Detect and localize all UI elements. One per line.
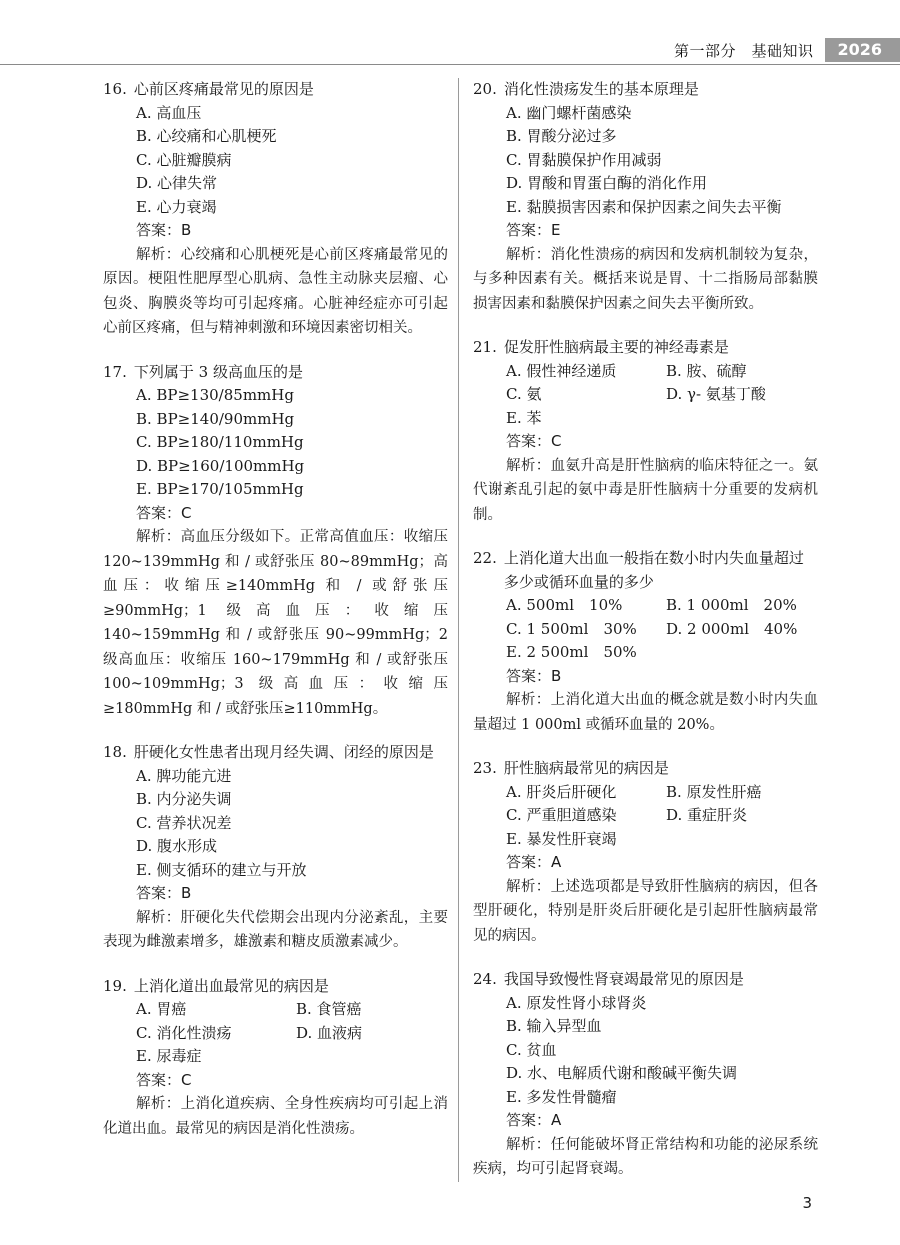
answer-option: D. 腹水形成 [136,837,218,855]
explanation-text: 上述选项都是导致肝性脑病的病因，但各型肝硬化，特别是肝炎后肝硬化是引起肝性脑病最常见的病因。 [473,878,818,944]
explanation-text: 心绞痛和心肌梗死是心前区疼痛最常见的原因。梗阻性肥厚型心肌病、急性主动脉夹层瘤、心包炎、胸膜炎等均可引起疼痛。心脏神经症亦可引起心前区疼痛，但与精神刺激和环境因素密切相关。 [103,246,448,336]
answer-option: B. 食管癌 [296,1000,362,1018]
column-divider [458,78,459,1182]
explanation-label: 解析： [506,1136,551,1153]
answer-option: E. 暴发性肝衰竭 [506,829,617,848]
answer-line [473,219,818,243]
answer-line [103,502,448,526]
explanation [473,688,818,737]
answer-option: A. 500ml 10% [506,596,623,614]
answer-line [103,219,448,243]
question-item [473,336,818,527]
answer-option: E. 苯 [506,408,542,427]
answer-value: C [181,503,192,522]
answer-option: C. 心脏瓣膜病 [136,150,232,169]
answer-option: D. 重症肝炎 [666,806,748,824]
answer-line [473,430,818,454]
answer-value: C [551,432,562,450]
answer-option: E. 多发性骨髓瘤 [506,1087,617,1106]
question-number: 16. [103,80,127,98]
answer-option: B. 胺、硫醇 [666,361,747,380]
answer-option: C. BP≥180/110mmHg [136,433,304,451]
answer-option: E. 2 500ml 50% [506,643,637,661]
answer-option: B. 内分泌失调 [136,790,232,808]
question-item [473,757,818,948]
question-item [103,975,448,1142]
section-title: 第一部分 基础知识 [673,41,814,60]
answer-label: 答案： [136,1070,182,1089]
question-item [103,741,448,955]
explanation-label: 解析： [136,1096,181,1112]
answer-label: 答案： [136,221,182,239]
explanation [103,525,448,721]
answer-option: E. BP≥170/105mmHg [136,480,304,498]
option-row [473,641,818,665]
option-row [473,594,818,618]
answer-option: D. 2 000ml 40% [666,619,798,638]
answer-option: B. 胃酸分泌过多 [506,127,617,145]
answer-option: A. 幽门螺杆菌感染 [506,103,632,122]
question-number: 21. [473,338,497,356]
answer-option: C. 营养状况差 [136,813,232,832]
question-item [103,361,448,722]
answer-option: C. 严重胆道感染 [506,806,617,824]
page-header [674,38,900,62]
answer-label: 答案： [506,1111,552,1129]
question-stem [473,78,818,102]
answer-option: C. 1 500ml 30% [506,619,637,638]
header-rule [0,64,900,65]
question-stem [473,757,818,781]
question-text: 下列属于 3 级高血压的是 [133,362,303,381]
answer-value: B [181,221,192,239]
explanation [473,1133,818,1182]
question-text: 肝硬化女性患者出现月经失调、闭经的原因是 [133,743,434,761]
question-item [473,547,818,737]
left-column [103,78,448,1161]
answer-option: B. 1 000ml 20% [666,596,797,614]
question-number: 17. [103,362,127,381]
answer-option: D. 血液病 [296,1023,363,1042]
question-stem [103,741,448,765]
question-text: 促发肝性脑病最主要的神经毒素是 [503,338,729,356]
year-badge: 2026 [825,38,900,62]
answer-value: A [551,853,562,871]
option-row [473,383,818,407]
option-row [473,781,818,805]
explanation-label: 解析： [506,457,551,474]
question-stem [473,547,818,594]
answer-option: A. 假性神经递质 [506,361,617,380]
answer-label: 答案： [136,503,182,522]
answer-label: 答案： [506,221,552,239]
explanation-text: 消化性溃疡的病因和发病机制较为复杂，与多种因素有关。概括来说是胃、十二指肠局部黏膜损害因素和黏膜保护因素之间失去平衡所致。 [473,246,818,312]
explanation [103,1092,448,1141]
question-text: 我国导致慢性肾衰竭最常见的原因是 [503,970,744,988]
answer-option: A. BP≥130/85mmHg [136,386,294,404]
question-number: 20. [473,80,497,98]
question-item [103,78,448,341]
explanation-text: 任何能破坏肾正常结构和功能的泌尿系统疾病，均可引起肾衰竭。 [473,1136,818,1177]
option-row [473,804,818,828]
explanation-text: 高血压分级如下。正常高值血压：收缩压 120~139mmHg 和 / 或舒张压 80~89mmHg；高血压：收缩压≥140mmHg 和 / 或舒张压≥90mmHg；1 级高血压：收缩压 140~159mmHg 和 / 或舒张压 90~99mmHg；2 级高血压：收缩压 160~179mmHg 和 / 或舒张压 100~109mmHg；3 级高血压：收缩压≥180mmHg 和 / 或舒张压≥110mmHg。 [103,529,448,717]
answer-label: 答案： [506,666,552,685]
question-number: 22. [473,549,497,567]
question-text: 肝性脑病最常见的病因是 [503,759,669,777]
answer-label: 答案： [136,884,182,902]
explanation [473,243,818,317]
option-row [473,618,818,642]
explanation-text: 上消化道疾病、全身性疾病均可引起上消化道出血。最常见的病因是消化性溃疡。 [103,1096,448,1137]
question-text: 心前区疼痛最常见的原因是 [133,80,314,98]
answer-option: E. 尿毒症 [136,1047,202,1065]
option-row [473,407,818,431]
question-number: 24. [473,970,497,988]
answer-option: A. 高血压 [136,103,202,122]
answer-option: C. 消化性溃疡 [136,1023,232,1042]
explanation [103,243,448,341]
option-row [103,998,448,1022]
explanation-text: 上消化道大出血的概念就是数小时内失血量超过 1 000ml 或循环血量的 20%。 [473,692,818,733]
answer-value: E [551,221,561,239]
explanation-label: 解析： [136,909,181,926]
explanation-label: 解析： [506,246,551,263]
option-row [473,828,818,852]
question-text: 上消化道出血最常见的病因是 [133,976,329,995]
explanation-label: 解析： [136,529,181,545]
answer-option: B. BP≥140/90mmHg [136,409,295,428]
question-number: 19. [103,976,127,995]
option-row [473,360,818,384]
explanation-label: 解析： [506,692,551,708]
right-column [473,78,818,1202]
explanation [103,906,448,955]
answer-line [473,1109,818,1133]
question-stem [103,975,448,999]
answer-option: D. 胃酸和胃蛋白酶的消化作用 [506,174,708,192]
answer-option: A. 胃癌 [136,1000,187,1018]
answer-option: A. 肝炎后肝硬化 [506,782,617,801]
question-stem [103,78,448,102]
explanation-label: 解析： [136,246,181,263]
answer-option: B. 输入异型血 [506,1017,602,1035]
question-item [473,78,818,316]
explanation-label: 解析： [506,878,551,895]
answer-option: D. BP≥160/100mmHg [136,456,305,475]
question-item [473,968,818,1182]
answer-option: B. 心绞痛和心肌梗死 [136,127,277,145]
answer-option: A. 原发性肾小球肾炎 [506,993,647,1012]
page-number: 3 [802,1194,812,1212]
answer-line [103,882,448,906]
answer-value: B [181,884,192,902]
question-stem [473,336,818,360]
question-stem [103,361,448,385]
answer-option: D. γ- 氨基丁酸 [666,385,766,403]
option-row [103,1045,448,1069]
answer-line [473,665,818,689]
option-row [103,1022,448,1046]
explanation-text: 血氨升高是肝性脑病的临床特征之一。氨代谢紊乱引起的氨中毒是肝性脑病十分重要的发病机制。 [473,457,818,523]
answer-option: E. 心力衰竭 [136,197,217,216]
answer-option: E. 侧支循环的建立与开放 [136,860,307,879]
answer-option: A. 脾功能亢进 [136,766,232,785]
answer-option: D. 水、电解质代谢和酸碱平衡失调 [506,1064,738,1082]
answer-line [103,1069,448,1093]
answer-value: B [551,666,562,685]
question-text: 上消化道大出血一般指在数小时内失血量超过多少或循环血量的多少 [503,549,804,591]
question-number: 23. [473,759,497,777]
answer-option: C. 贫血 [506,1040,557,1059]
answer-option: B. 原发性肝癌 [666,782,762,801]
question-stem [473,968,818,992]
answer-label: 答案： [506,432,552,450]
explanation-text: 肝硬化失代偿期会出现内分泌紊乱，主要表现为雌激素增多，雄激素和糖皮质激素减少。 [103,909,448,950]
question-number: 18. [103,743,127,761]
question-text: 消化性溃疡发生的基本原理是 [503,80,699,98]
explanation [473,454,818,528]
explanation [473,875,818,949]
answer-option: D. 心律失常 [136,174,218,192]
answer-line [473,851,818,875]
answer-option: E. 黏膜损害因素和保护因素之间失去平衡 [506,197,782,216]
answer-option: C. 氨 [506,385,542,403]
answer-label: 答案： [506,853,552,871]
answer-option: C. 胃黏膜保护作用减弱 [506,150,662,169]
answer-value: A [551,1111,562,1129]
answer-value: C [181,1070,192,1089]
